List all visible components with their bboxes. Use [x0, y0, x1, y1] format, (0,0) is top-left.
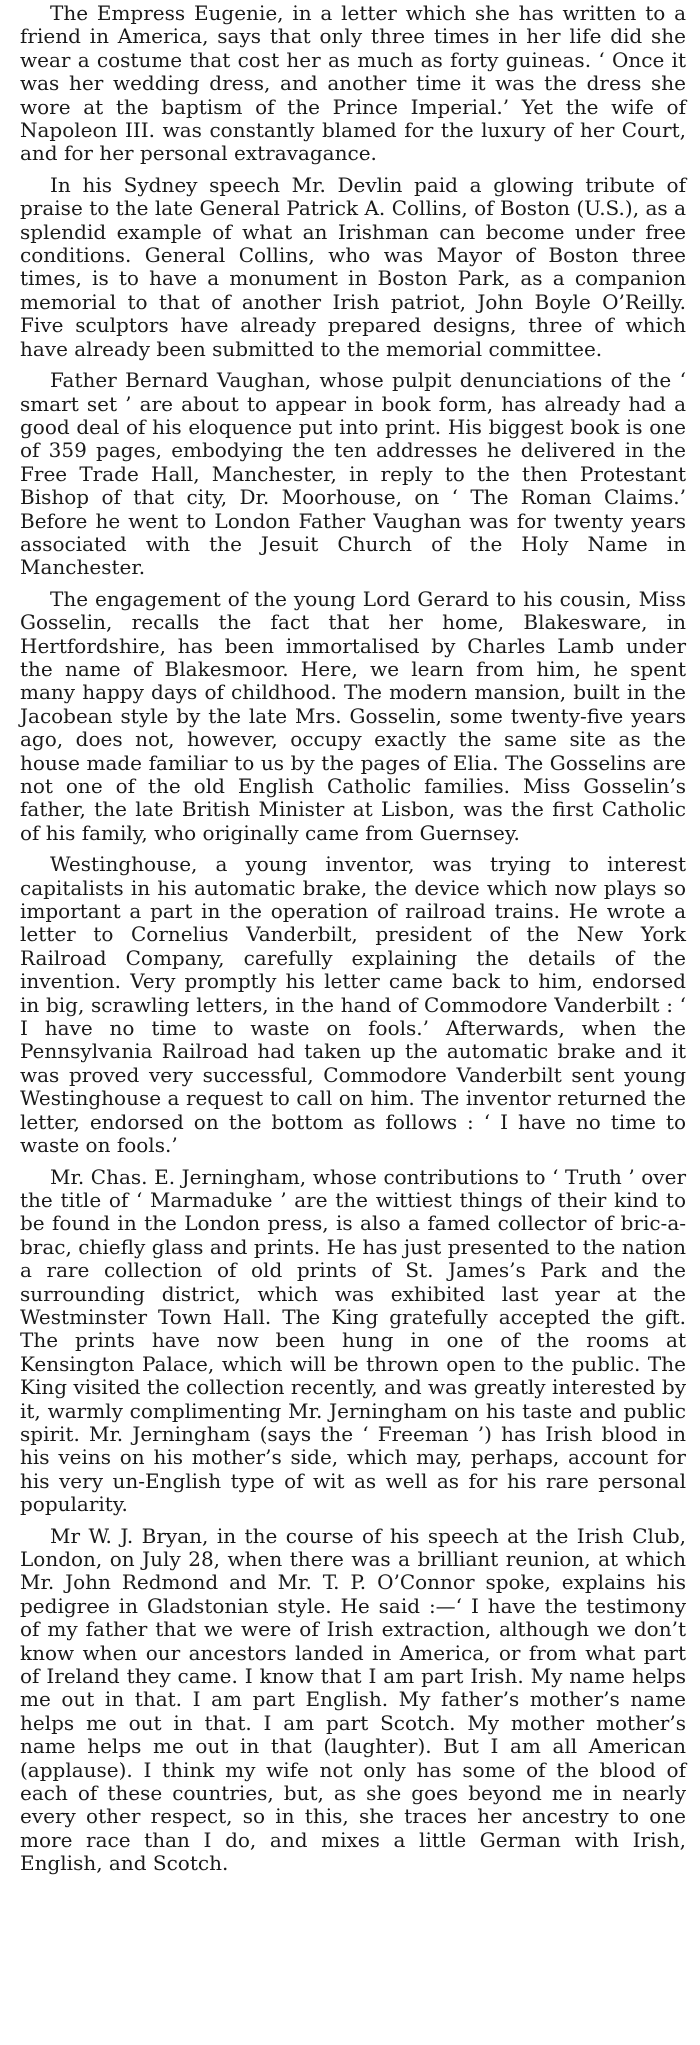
paragraph-devlin-collins: In his Sydney speech Mr. Devlin paid a glowing tribute of praise to the late General Patrick A. Collins, of Boston (U.S.), as a splendid example of what an Irishman can become under free conditions. General Collins, who was Mayor of Boston three times, is to have a monument in Boston Park, as a companion memorial to that of another Irish patriot, John Boyle O’Reilly. Five sculptors have already prepared designs, three of which have already been submitted to the memorial committee. [20, 172, 686, 361]
paragraph-father-vaughan: Father Bernard Vaughan, whose pulpit denunciations of the ‘ smart set ’ are about to appear in book form, has already had a good deal of his eloquence put into print. His biggest book is one of 359 pages, embodying the ten addresses he delivered in the Free Trade Hall, Manchester, in reply to the then Protestant Bishop of that city, Dr. Moorhouse, on ‘ The Roman Claims.’ Before he went to London Father Vaughan was for twenty years associated with the Jesuit Church of the Holy Name in Manchester. [20, 368, 686, 580]
paragraph-bryan: Mr W. J. Bryan, in the course of his speech at the Irish Club, London, on July 28, when there was a brilliant reunion, at which Mr. John Redmond and Mr. T. P. O’Connor spoke, explains his pedigree in Gladstonian style. He said :—‘ I have the testimony of my father that we were of Irish extraction, although we don’t know when our ancestors landed in America, or from what part of Ireland they came. I know that I am part Irish. My name helps me out in that. I am part English. My father’s mother’s name helps me out in that. I am part Scotch. My mother mother’s name helps me out in that (laughter). But I am all American (applause). I think my wife not only has some of the blood of each of these countries, but, as she goes beyond me in nearly every other respect, so in this, she traces her ancestry to one more race than I do, and mixes a little German with Irish, English, and Scotch. [20, 1523, 686, 1876]
paragraph-jerningham: Mr. Chas. E. Jerningham, whose contributions to ‘ Truth ’ over the title of ‘ Marmaduke ’ are the wittiest things of their kind to be found in the London press, is also a famed collector of bric-a-brac, chiefly glass and prints. He has just presented to the nation a rare collection of old prints of St. James’s Park and the surrounding district, which was exhibited last year at the Westminster Town Hall. The King gratefully accepted the gift. The prints have now been hung in one of the rooms at Kensington Palace, which will be thrown open to the public. The King visited the collection recently, and was greatly interested by it, warmly complimenting Mr. Jerningham on his taste and public spirit. Mr. Jerningham (says the ‘ Freeman ’) has Irish blood in his veins on his mother’s side, which may, perhaps, account for his very un-English type of wit as well as for his rare personal popularity. [20, 1164, 686, 1517]
paragraph-lord-gerard: The engagement of the young Lord Gerard to his cousin, Miss Gosselin, recalls the fact that her home, Blakesware, in Hertfordshire, has been immortalised by Charles Lamb under the name of Blakesmoor. Here, we learn from him, he spent many happy days of childhood. The modern mansion, built in the Jacobean style by the late Mrs. Gosselin, some twenty-five years ago, does not, however, occupy exactly the same site as the house made familiar to us by the pages of Elia. The Gosselins are not one of the old English Catholic families. Miss Gosselin’s father, the late British Minister at Lisbon, was the first Catholic of his family, who originally came from Guernsey. [20, 586, 686, 845]
paragraph-empress-eugenie: The Empress Eugenie, in a letter which she has written to a friend in America, says that only three times in her life did she wear a costume that cost her as much as forty guineas. ‘ Once it was her wedding dress, and another time it was the dress she wore at the baptism of the Prince Imperial.’ Yet the wife of Napoleon III. was constantly blamed for the luxury of her Court, and for her personal extravagance. [20, 1, 686, 166]
paragraph-westinghouse: Westinghouse, a young inventor, was trying to interest capitalists in his automatic brake, the device which now plays so important a part in the operation of railroad trains. He wrote a letter to Cornelius Vanderbilt, president of the New York Railroad Company, carefully explaining the details of the invention. Very promptly his letter came back to him, endorsed in big, scrawling letters, in the hand of Commodore Vanderbilt : ‘ I have no time to waste on fools.’ Afterwards, when the Pennsylvania Railroad had taken up the automatic brake and it was proved very successful, Commodore Vanderbilt sent young Westinghouse a request to call on him. The inventor returned the letter, endorsed on the bottom as follows : ‘ I have no time to waste on fools.’ [20, 852, 686, 1158]
